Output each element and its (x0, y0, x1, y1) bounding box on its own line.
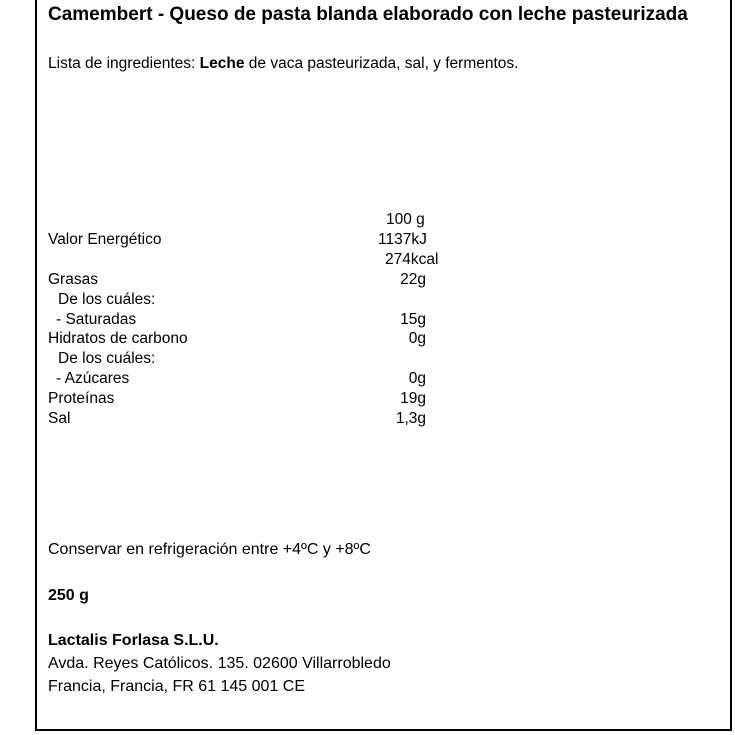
fat-of-which-label: De los cuáles: (58, 291, 156, 308)
energy-kj-value: 1137kJ (378, 231, 427, 248)
company-name: Lactalis Forlasa S.L.U. (48, 632, 219, 649)
protein-value: 19g (400, 390, 426, 407)
salt-value: 1,3g (395, 410, 426, 427)
company-country: Francia, Francia, FR 61 145 001 CE (48, 678, 306, 695)
ingredients-label: Lista de ingredientes: (48, 55, 196, 72)
company-address: Avda. Reyes Católicos. 135. 02600 Villarrobledo (48, 655, 391, 672)
ingredient-milk: Leche (199, 55, 245, 72)
net-weight: 250 g (48, 587, 89, 604)
fat-value: 22g (400, 271, 426, 288)
sugars-value: 0g (408, 370, 426, 387)
salt-label: Sal (48, 410, 71, 427)
fat-label: Grasas (48, 271, 98, 288)
product-title: Camembert - Queso de pasta blanda elaborado con leche pasteurizada (48, 4, 688, 25)
ingredients-line (48, 55, 518, 73)
carbs-of-which-label: De los cuáles: (58, 350, 156, 367)
saturated-value: 15g (400, 311, 426, 328)
carbs-value: 0g (408, 330, 426, 347)
energy-label: Valor Energético (48, 231, 162, 248)
ingredients-rest: de vaca pasteurizada, sal, y fermentos. (244, 55, 519, 72)
energy-kcal-value: 274kcal (385, 251, 439, 268)
sugars-label: - Azúcares (56, 370, 130, 387)
carbs-label: Hidratos de carbono (48, 330, 188, 347)
storage-instructions: Conservar en refrigeración entre +4ºC y +8ºC (48, 541, 371, 558)
nutrition-header: 100 g (386, 211, 425, 228)
protein-label: Proteínas (48, 390, 115, 407)
saturated-label: - Saturadas (56, 311, 137, 328)
